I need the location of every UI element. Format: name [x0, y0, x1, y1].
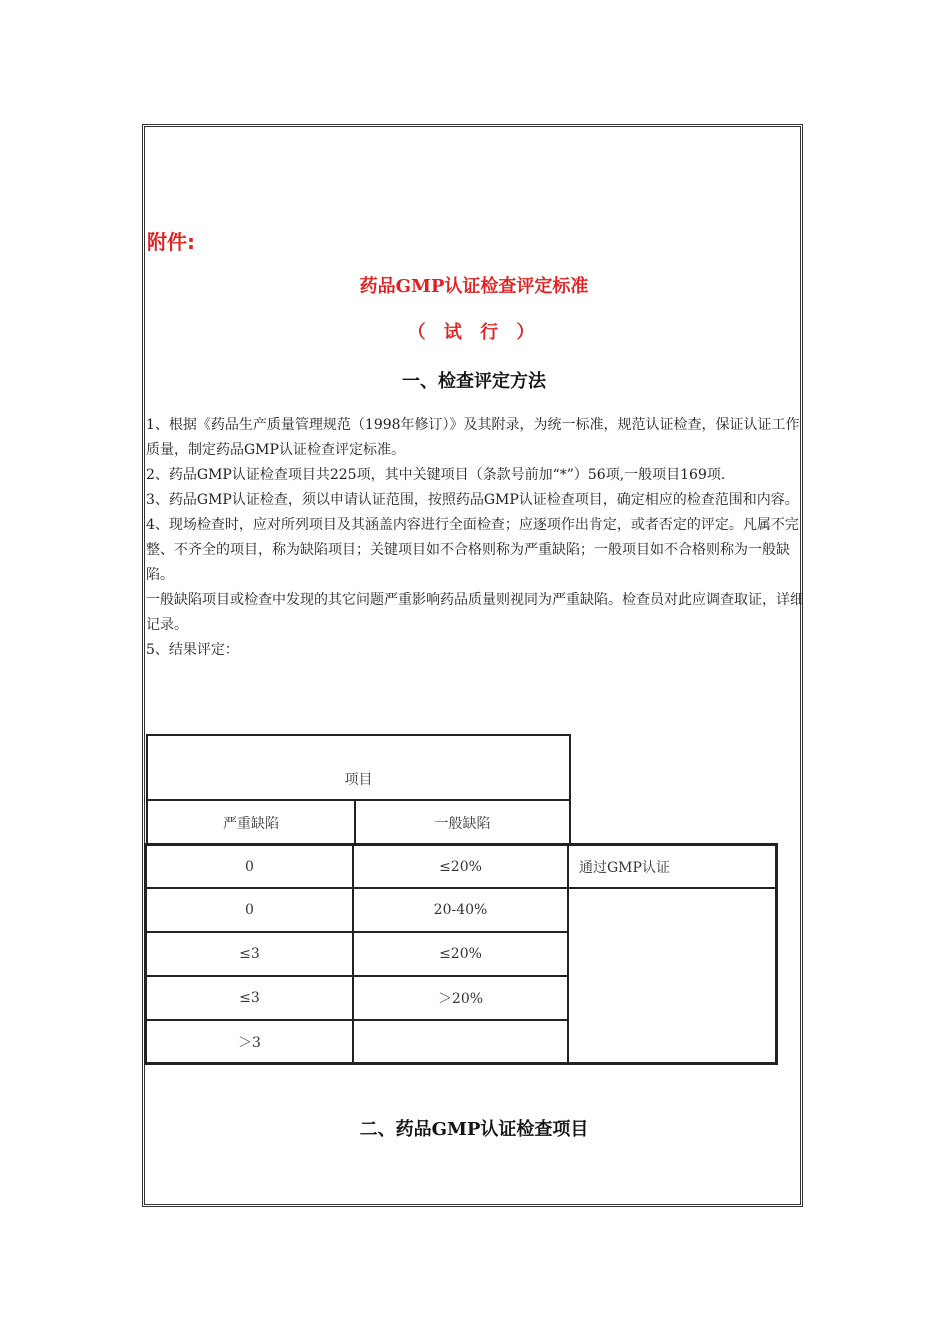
paragraph: 3、药品GMP认证检查，须以申请认证范围，按照药品GMP认证检查项目，确定相应的检查范围和内容。	[146, 492, 799, 508]
paragraph: 一般缺陷项目或检查中发现的其它问题严重影响药品质量则视同为严重缺陷。检查员对此应调查取证，详细记录。	[146, 592, 804, 633]
table-cell-general: ≤20%	[439, 858, 482, 875]
paragraph: 2、药品GMP认证检查项目共225项，其中关键项目（条款号前加“*”）56项,一般项目169项.	[146, 467, 726, 483]
table-cell-severe: 0	[245, 858, 254, 875]
header-general-defect: 一般缺陷	[434, 815, 491, 832]
table-cell-general: ＞20%	[437, 991, 484, 1007]
section2-heading: 二、药品GMP认证检查项目	[359, 1119, 589, 1140]
table-cell-severe: ＞3	[238, 1034, 261, 1051]
document-title: 药品GMP认证检查评定标准	[359, 276, 589, 297]
table-cell-severe: ≤3	[239, 990, 260, 1006]
header-severe-defect: 严重缺陷	[223, 815, 279, 832]
table-cell-severe: 0	[245, 902, 254, 918]
paragraph: 4、现场检查时，应对所列项目及其涵盖内容进行全面检查；应逐项作出肯定，或者否定的评定。凡属不完整、不齐全的项目，称为缺陷项目；关键项目如不合格则称为严重缺陷；一般项目如不合格则称为一般缺陷。	[146, 517, 799, 583]
result-pass: 通过GMP认证	[579, 859, 670, 876]
table-cell-general	[354, 1021, 567, 1062]
document-subtitle: （ 试 行 ）	[407, 322, 541, 343]
table-cell-severe: ≤3	[239, 946, 260, 962]
method-text	[146, 413, 806, 663]
table-cell-general: 20-40%	[433, 902, 488, 918]
paragraph: 5、结果评定：	[146, 642, 239, 658]
header-project: 项目	[344, 772, 373, 788]
attachment-label: 附件:	[147, 230, 195, 254]
table-cell-general: ≤20%	[439, 946, 482, 962]
paragraph: 1、根据《药品生产质量管理规范（1998年修订）》及其附录，为统一标准，规范认证检查，保证认证工作质量，制定药品GMP认证检查评定标准。	[146, 417, 800, 458]
section1-heading: 一、检查评定方法	[402, 371, 546, 392]
